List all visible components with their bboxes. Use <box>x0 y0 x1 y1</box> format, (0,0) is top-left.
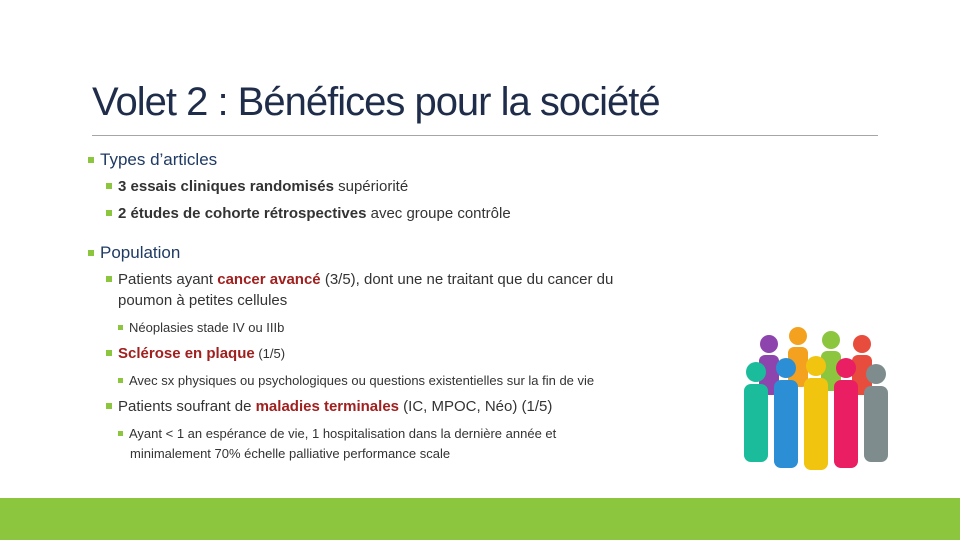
bullet-marker <box>88 157 94 163</box>
pop1-text-b: (3/5), dont une ne traitant que du cancer du <box>320 271 614 288</box>
population-item-terminal-sub-line2 <box>130 446 450 461</box>
population-item-cancer <box>106 271 613 288</box>
bullet-types <box>88 150 217 170</box>
bullet-types-label: Types d’articles <box>100 150 218 169</box>
population-item-cancer-line2 <box>118 292 287 309</box>
population-item-terminal <box>106 398 552 415</box>
bullet-marker <box>106 276 112 282</box>
pop3-sub-line1: Ayant < 1 an espérance de vie, 1 hospitalisation dans la dernière année et <box>129 426 557 441</box>
bullet-marker <box>106 183 112 189</box>
bullet-marker <box>88 250 94 256</box>
pop3-sub-line2: minimalement 70% échelle palliative performance scale <box>130 446 451 461</box>
population-item-ms-sub <box>118 373 594 388</box>
population-item-ms <box>106 345 285 362</box>
pop1-sub: Néoplasies stade IV ou IIIb <box>129 320 285 335</box>
bullet-marker <box>106 403 112 409</box>
person-figure-orange <box>788 327 808 387</box>
slide-title: Volet 2 : Bénéfices pour la société <box>92 80 660 124</box>
pop3-highlight: maladies terminales <box>255 398 400 415</box>
bullet-marker <box>118 325 123 330</box>
bullet-types-sub1 <box>106 178 408 195</box>
pop1-text-a: Patients ayant <box>118 271 218 288</box>
pop3-text-a: Patients soufrant de <box>118 398 256 415</box>
pop3-text-b: (IC, MPOC, Néo) (1/5) <box>399 398 553 415</box>
types-sub2-rest: avec groupe contrôle <box>366 205 511 222</box>
footer-accent-bar <box>0 498 960 540</box>
pop1-highlight: cancer avancé <box>217 271 321 288</box>
bullet-types-sub2 <box>106 205 511 222</box>
person-figure-teal <box>744 362 768 462</box>
pop2-highlight: Sclérose en plaque <box>118 345 255 362</box>
population-item-cancer-sub <box>118 320 284 335</box>
types-sub1-bold: 3 essais cliniques randomisés <box>118 178 334 195</box>
bullet-marker <box>106 210 112 216</box>
person-figure-gray <box>864 364 888 462</box>
bullet-marker <box>118 431 123 436</box>
pop1-line2: poumon à petites cellules <box>118 292 288 309</box>
types-sub1-rest: supériorité <box>333 178 409 195</box>
bullet-population-label: Population <box>100 243 181 262</box>
bullet-marker <box>118 378 123 383</box>
pop2-rest: (1/5) <box>254 346 286 361</box>
bullet-marker <box>106 350 112 356</box>
group-of-people-icon <box>736 322 896 482</box>
types-sub2-bold: 2 études de cohorte rétrospectives <box>118 205 367 222</box>
population-item-terminal-sub <box>118 426 556 441</box>
pop2-sub: Avec sx physiques ou psychologiques ou questions existentielles sur la fin de vie <box>129 373 595 388</box>
bullet-population <box>88 243 180 263</box>
